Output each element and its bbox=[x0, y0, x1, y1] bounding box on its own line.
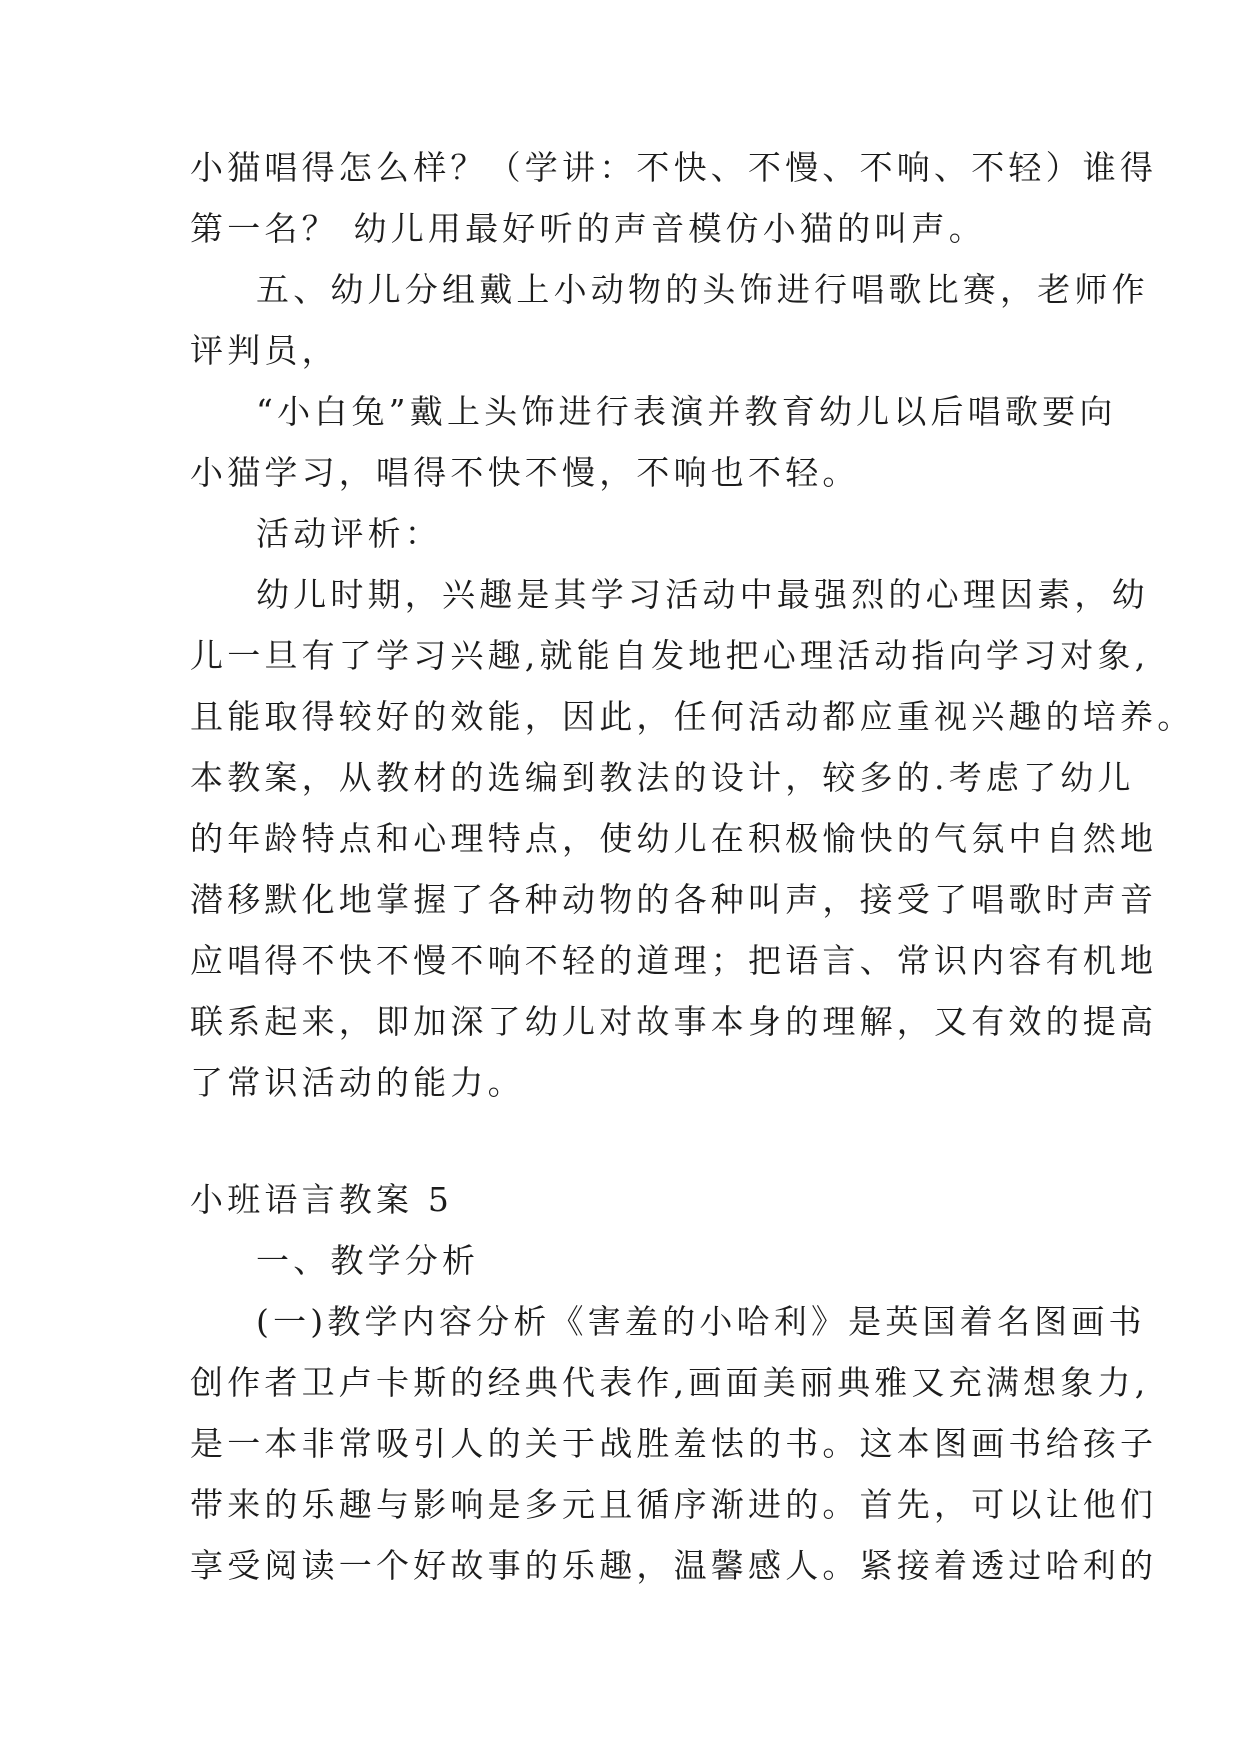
section-heading: 一、教学分析 bbox=[256, 1241, 480, 1280]
text-line: 创作者卫卢卡斯的经典代表作,画面美丽典雅又充满想象力, bbox=[190, 1363, 1150, 1402]
text-line: 小猫学习，唱得不快不慢，不响也不轻。 bbox=[190, 453, 860, 492]
text-line: 儿一旦有了学习兴趣,就能自发地把心理活动指向学习对象, bbox=[190, 636, 1150, 675]
text-line: 第一名？ 幼儿用最好听的声音模仿小猫的叫声。 bbox=[190, 209, 986, 248]
text-line: “小白兔”戴上头饰进行表演并教育幼儿以后唱歌要向 bbox=[256, 392, 1117, 431]
text-line: 评判员， bbox=[190, 331, 339, 370]
text-line: 是一本非常吸引人的关于战胜羞怯的书。这本图画书给孩子 bbox=[190, 1424, 1158, 1463]
text-line: 小猫唱得怎么样？（学讲：不快、不慢、不响、不轻）谁得 bbox=[190, 148, 1158, 187]
text-line: 联系起来，即加深了幼儿对故事本身的理解，又有效的提高 bbox=[190, 1002, 1158, 1041]
text-line: 了常识活动的能力。 bbox=[190, 1063, 525, 1102]
text-line: 且能取得较好的效能，因此，任何活动都应重视兴趣的培养。 bbox=[190, 697, 1195, 736]
text-line: 的年龄特点和心理特点，使幼儿在积极愉快的气氛中自然地 bbox=[190, 819, 1158, 858]
text-line: 潜移默化地掌握了各种动物的各种叫声，接受了唱歌时声音 bbox=[190, 880, 1158, 919]
text-line: 带来的乐趣与影响是多元且循序渐进的。首先，可以让他们 bbox=[190, 1485, 1158, 1524]
document-page bbox=[190, 0, 1195, 1754]
text-line: 幼儿时期，兴趣是其学习活动中最强烈的心理因素，幼 bbox=[256, 575, 1149, 614]
text-line: (一)教学内容分析《害羞的小哈利》是英国着名图画书 bbox=[256, 1302, 1146, 1341]
section-heading: 活动评析： bbox=[256, 514, 442, 553]
text-line: 享受阅读一个好故事的乐趣，温馨感人。紧接着透过哈利的 bbox=[190, 1546, 1158, 1585]
text-line: 本教案，从教材的选编到教法的设计，较多的.考虑了幼儿 bbox=[190, 758, 1135, 797]
text-line: 应唱得不快不慢不响不轻的道理；把语言、常识内容有机地 bbox=[190, 941, 1158, 980]
text-line: 五、幼儿分组戴上小动物的头饰进行唱歌比赛，老师作 bbox=[256, 270, 1149, 309]
document-title: 小班语言教案 5 bbox=[190, 1180, 454, 1219]
